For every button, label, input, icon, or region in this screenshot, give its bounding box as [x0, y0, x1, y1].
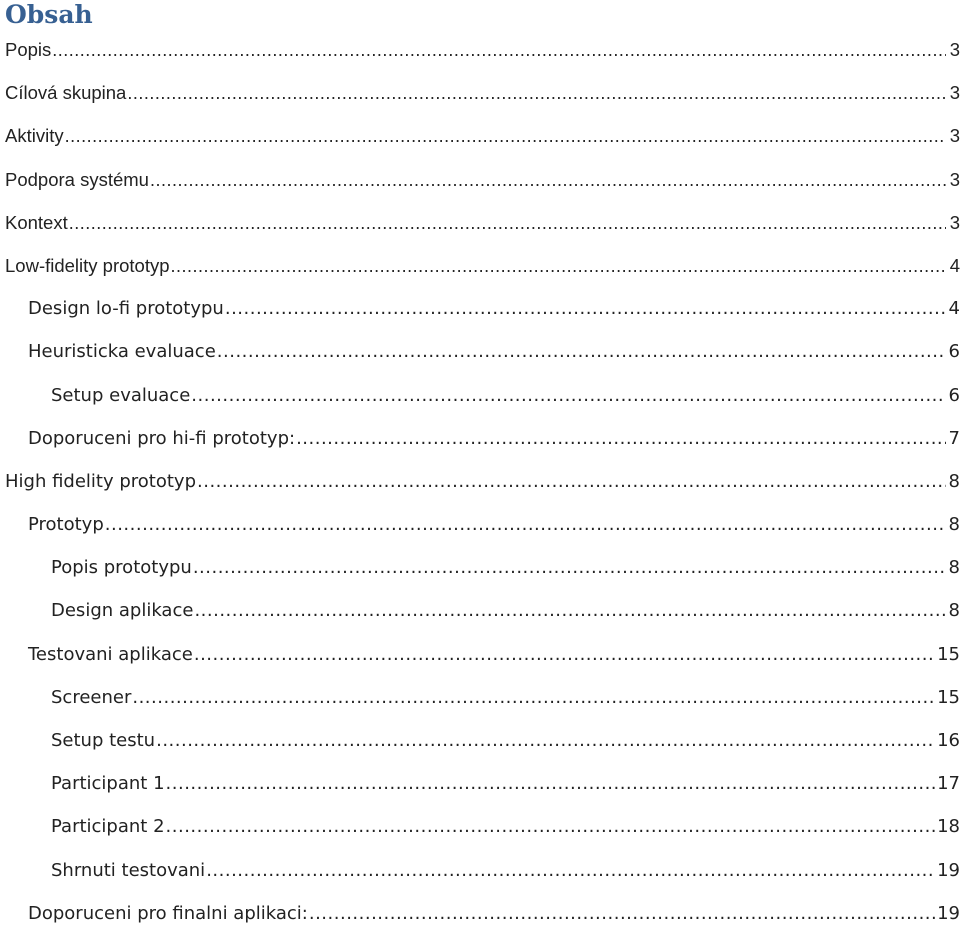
dot-leader [193, 546, 946, 589]
dot-leader [127, 72, 946, 115]
toc-entry-label[interactable]: Participant 2 [51, 816, 165, 838]
toc-list [0, 28, 960, 935]
toc-entry-page[interactable]: 19 [937, 902, 960, 924]
toc-title: Obsah [5, 0, 93, 29]
toc-entry-high-fidelity-prototyp[interactable] [0, 460, 960, 503]
toc-entry-page[interactable]: 6 [948, 341, 960, 363]
toc-entry-page[interactable]: 8 [948, 470, 960, 492]
dot-leader [296, 417, 946, 460]
toc-entry-page[interactable]: 7 [948, 427, 960, 449]
toc-entry-page[interactable]: 3 [949, 125, 960, 147]
toc-entry-label[interactable]: Kontext [5, 211, 68, 233]
toc-entry-page[interactable]: 16 [937, 730, 960, 751]
toc-entry-screener[interactable] [0, 676, 960, 719]
toc-entry-doporuceni-finalni[interactable] [0, 892, 960, 935]
dot-leader [217, 330, 946, 373]
toc-entry-page[interactable]: 8 [948, 514, 960, 536]
dot-leader [166, 805, 936, 848]
dot-leader [52, 29, 946, 72]
toc-entry-low-fidelity-prototyp[interactable] [0, 244, 960, 287]
toc-entry-page[interactable]: 19 [937, 859, 960, 881]
toc-entry-page[interactable]: 3 [949, 82, 960, 104]
dot-leader [166, 762, 936, 805]
dot-leader [69, 202, 946, 245]
dot-leader [132, 676, 935, 719]
toc-entry-page[interactable]: 15 [937, 686, 960, 708]
toc-entry-label[interactable]: Low-fidelity prototyp [5, 254, 170, 276]
toc-entry-kontext[interactable] [0, 201, 960, 244]
toc-entry-label[interactable]: Popis prototypu [51, 557, 192, 579]
toc-entry-page[interactable]: 17 [937, 773, 960, 795]
dot-leader [156, 719, 935, 762]
toc-entry-label[interactable]: Setup evaluace [51, 384, 191, 406]
toc-entry-design-lo-fi-prototypu[interactable] [0, 287, 960, 330]
toc-entry-label[interactable]: Podpora systému [5, 168, 149, 190]
dot-leader [197, 460, 946, 503]
toc-entry-design-aplikace[interactable] [0, 589, 960, 632]
toc-entry-page[interactable]: 15 [937, 643, 960, 665]
toc-entry-popis[interactable] [0, 28, 960, 71]
dot-leader [105, 503, 946, 546]
toc-entry-cilova-skupina[interactable] [0, 71, 960, 114]
toc-entry-label[interactable]: Participant 1 [51, 773, 165, 795]
dot-leader [191, 374, 946, 417]
toc-entry-setup-evaluace[interactable] [0, 374, 960, 417]
toc-entry-label[interactable]: Design aplikace [51, 600, 194, 622]
toc-entry-page[interactable]: 3 [949, 211, 960, 233]
toc-entry-page[interactable]: 3 [949, 39, 960, 60]
toc-entry-label[interactable]: Shrnuti testovani [51, 859, 206, 881]
dot-leader [171, 245, 946, 288]
toc-entry-label[interactable]: Heuristicka evaluace [28, 341, 216, 363]
toc-entry-label[interactable]: Cílová skupina [5, 82, 127, 104]
toc-entry-page[interactable]: 8 [948, 600, 960, 622]
toc-entry-doporuceni-hi-fi[interactable] [0, 417, 960, 460]
toc-entry-label[interactable]: Doporuceni pro finalni aplikaci: [28, 902, 308, 924]
toc-entry-podpora-systemu[interactable] [0, 158, 960, 201]
toc-entry-label[interactable]: Aktivity [5, 125, 64, 147]
toc-entry-page[interactable]: 4 [949, 254, 960, 276]
toc-entry-label[interactable]: Doporuceni pro hi-fi prototyp: [28, 427, 296, 449]
toc-entry-participant-1[interactable] [0, 762, 960, 805]
toc-entry-label[interactable]: High fidelity prototyp [5, 470, 197, 492]
toc-entry-heuristicka-evaluace[interactable] [0, 330, 960, 373]
toc-entry-setup-testu[interactable] [0, 719, 960, 762]
dot-leader [225, 287, 946, 330]
toc-entry-label[interactable]: Setup testu [51, 730, 156, 751]
dot-leader [206, 849, 935, 892]
toc-entry-page[interactable]: 18 [937, 816, 960, 838]
toc-entry-popis-prototypu[interactable] [0, 546, 960, 589]
toc-entry-participant-2[interactable] [0, 805, 960, 848]
toc-entry-testovani-aplikace[interactable] [0, 633, 960, 676]
toc-entry-shrnuti-testovani[interactable] [0, 849, 960, 892]
toc-entry-page[interactable]: 3 [949, 168, 960, 190]
toc-entry-label[interactable]: Design lo-fi prototypu [28, 298, 224, 320]
toc-entry-label[interactable]: Screener [51, 686, 132, 708]
dot-leader [194, 589, 946, 632]
toc-entry-aktivity[interactable] [0, 114, 960, 157]
toc-entry-label[interactable]: Prototyp [28, 514, 104, 536]
toc-entry-page[interactable]: 4 [948, 298, 960, 320]
dot-leader [150, 159, 946, 202]
toc-entry-label[interactable]: Popis [5, 39, 52, 60]
dot-leader [65, 115, 946, 158]
toc-entry-label[interactable]: Testovani aplikace [28, 643, 193, 665]
toc-entry-prototyp[interactable] [0, 503, 960, 546]
toc-entry-page[interactable]: 8 [948, 557, 960, 579]
dot-leader [194, 633, 935, 676]
toc-entry-page[interactable]: 6 [948, 384, 960, 406]
dot-leader [309, 892, 935, 935]
